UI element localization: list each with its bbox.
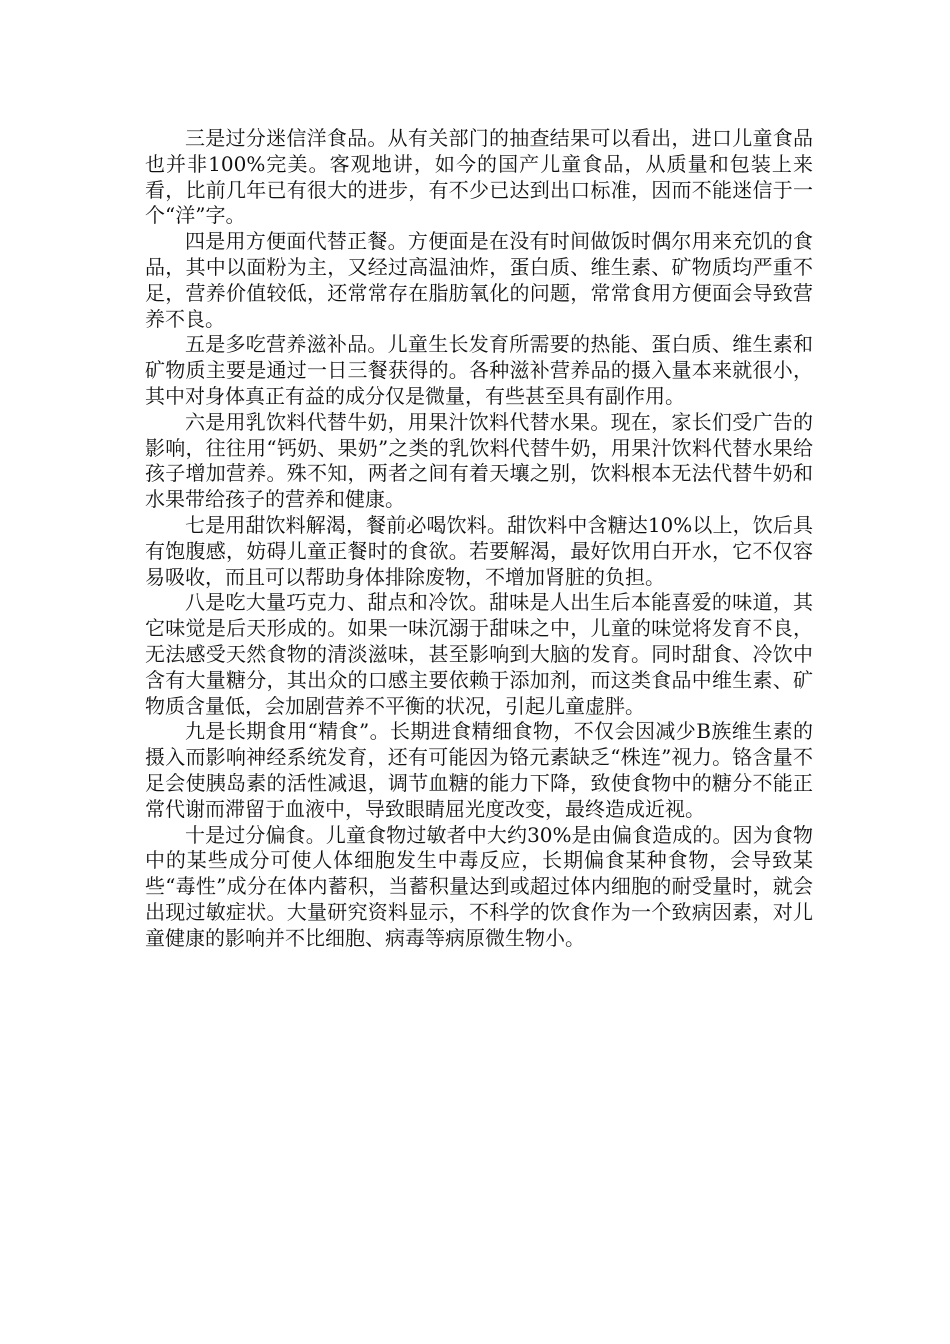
document-body [145, 126, 813, 952]
paragraph-6-milk-drinks: 六是用乳饮料代替牛奶，用果汁饮料代替水果。现在，家长们受广告的影响，往往用“钙奶、果奶”之类的乳饮料代替牛奶，用果汁饮料代替水果给孩子增加营养。殊不知，两者之间有着天壤之别，饮料根本无法代替牛奶和水果带给孩子的营养和健康。 [145, 409, 813, 512]
paragraph-3-western-food: 三是过分迷信洋食品。从有关部门的抽查结果可以看出，进口儿童食品也并非100%完美。客观地讲，如今的国产儿童食品，从质量和包装上来看，比前几年已有很大的进步，有不少已达到出口标准，因而不能迷信于一个“洋”字。 [145, 126, 813, 228]
paragraph-8-sweets: 八是吃大量巧克力、甜点和冷饮。甜味是人出生后本能喜爱的味道，其它味觉是后天形成的。如果一味沉溺于甜味之中，儿童的味觉将发育不良，无法感受天然食物的清淡滋味，甚至影响到大脑的发育。同时甜食、冷饮中含有大量糖分，其出众的口感主要依赖于添加剂，而这类食品中维生素、矿物质含量低，会加剧营养不平衡的状况，引起儿童虚胖。 [145, 590, 813, 718]
paragraph-10-picky-eating: 十是过分偏食。儿童食物过敏者中大约30%是由偏食造成的。因为食物中的某些成分可使人体细胞发生中毒反应，长期偏食某种食物，会导致某些“毒性”成分在体内蓄积，当蓄积量达到或超过体内细胞的耐受量时，就会出现过敏症状。大量研究资料显示，不科学的饮食作为一个致病因素，对儿童健康的影响并不比细胞、病毒等病原微生物小。 [145, 822, 813, 950]
paragraph-9-refined-food: 九是长期食用“精食”。长期进食精细食物，不仅会因减少B族维生素的摄入而影响神经系统发育，还有可能因为铬元素缺乏“株连”视力。铬含量不足会使胰岛素的活性减退，调节血糖的能力下降，致使食物中的糖分不能正常代谢而滞留于血液中，导致眼睛屈光度改变，最终造成近视。 [145, 719, 813, 821]
paragraph-5-supplements: 五是多吃营养滋补品。儿童生长发育所需要的热能、蛋白质、维生素和矿物质主要是通过一日三餐获得的。各种滋补营养品的摄入量本来就很小，其中对身体真正有益的成分仅是微量，有些甚至具有副作用。 [145, 332, 813, 408]
paragraph-4-instant-noodles: 四是用方便面代替正餐。方便面是在没有时间做饭时偶尔用来充饥的食品，其中以面粉为主，又经过高温油炸，蛋白质、维生素、矿物质均严重不足，营养价值较低，还常常存在脂肪氧化的问题，常常食用方便面会导致营养不良。 [145, 229, 813, 331]
paragraph-7-sweet-drinks: 七是用甜饮料解渴，餐前必喝饮料。甜饮料中含糖达10%以上，饮后具有饱腹感，妨碍儿童正餐时的食欲。若要解渴，最好饮用白开水，它不仅容易吸收，而且可以帮助身体排除废物，不增加肾脏的负担。 [145, 512, 813, 589]
